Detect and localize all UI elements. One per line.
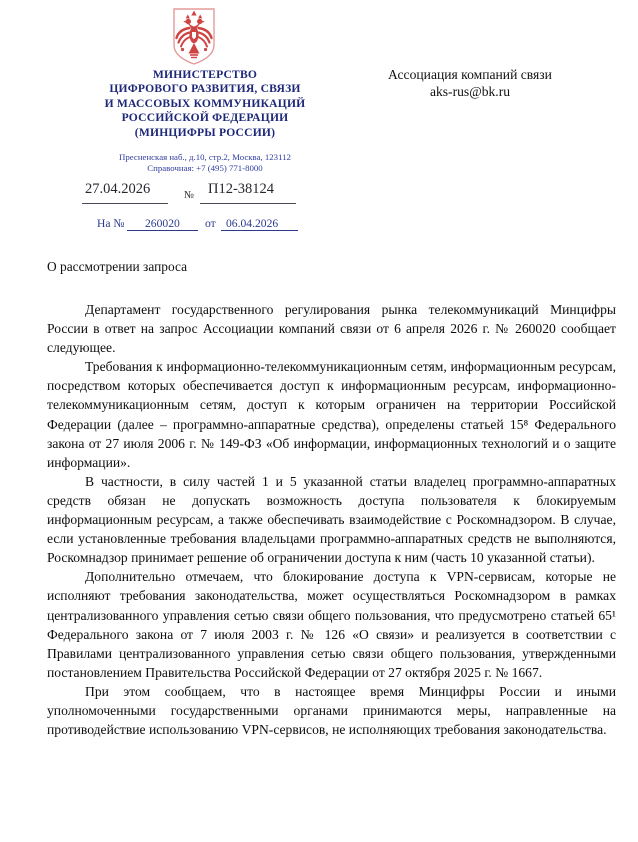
- ministry-name-line: (МИНЦИФРЫ РОССИИ): [134, 125, 276, 139]
- ministry-name-line: РОССИЙСКОЙ ФЕДЕРАЦИИ: [121, 111, 289, 125]
- reply-date: 06.04.2026: [226, 217, 279, 230]
- body-paragraph: Дополнительно отмечаем, что блокирование доступа к VPN-сервисам, которые не исполняют требования законодательства, может осуществляться Роскомнадзором в рамках централизованного управления сетью связи общего пользования, что предусмотрено статьей 65¹ Федерального закона от 7 июля 2003 г. № 126 «О связи» и реализуется в соответствии с Правилами централизованного управления сетью связи общего пользования, утвержденными постановлением Правительства Российской Федерации от 27 октября 2025 г. № 1667.: [47, 569, 616, 680]
- ministry-name-line: ЦИФРОВОГО РАЗВИТИЯ, СВЯЗИ: [109, 82, 301, 96]
- body-paragraph: Требования к информационно-телекоммуникационным сетям, информационным ресурсам, посредством которых обеспечивается доступ к информационным ресурсам, информационно-телекоммуникационным сетям, доступ к которым ограничен на территории Российской Федерации (далее – программно-аппаратные средства), определены статьей 15⁸ Федерального закона от 27 июля 2006 г. № 149-ФЗ «Об информации, информационных технологий и о защите информации».: [47, 359, 616, 470]
- ministry-name-line: И МАССОВЫХ КОММУНИКАЦИЙ: [104, 96, 306, 110]
- body-paragraph: Департамент государственного регулирования рынка телекоммуникаций Минцифры России в ответ на запрос Ассоциации компаний связи от 6 апреля 2026 г. № 260020 сообщает следующее.: [47, 302, 616, 356]
- subject-line: О рассмотрении запроса: [47, 259, 188, 274]
- ministry-name: [60, 68, 350, 140]
- ministry-name-line: МИНИСТЕРСТВО: [152, 68, 258, 81]
- letter-body: [47, 300, 616, 739]
- recipient-name: Ассоциация компаний связи: [388, 67, 552, 82]
- body-paragraph: При этом сообщаем, что в настоящее время Минцифры России и иными уполномоченными государственными органами принимаются меры, направленные на противодействие использованию VPN-сервисов, не исполняющих требования законодательства.: [47, 683, 616, 738]
- ministry-address-line1: Пресненская наб., д.10, стр.2, Москва, 123112: [119, 152, 291, 162]
- coat-of-arms-icon: [171, 7, 217, 67]
- reply-number: 260020: [145, 217, 180, 230]
- number-underline: [200, 203, 296, 204]
- letter-number: П12-38124: [208, 181, 275, 197]
- ministry-address: [60, 152, 350, 174]
- body-paragraph: В частности, в силу частей 1 и 5 указанной статьи владелец программно-аппаратных средств обязан не допускать возможность доступа пользователя к блокируемым информационным ресурсам, а также обеспечивать взаимодействие с Роскомнадзором. В случае, если установленные требования владельцами программно-аппаратных средств не выполняются, Роскомнадзор принимает решение об ограничении доступа к ним (часть 10 указанной статьи).: [47, 473, 616, 566]
- reply-number-underline: [127, 230, 198, 231]
- recipient-email: aks-rus@bk.ru: [429, 84, 511, 99]
- reply-date-underline: [221, 230, 298, 231]
- reply-from-label: от: [205, 217, 216, 230]
- reply-prefix-label: На №: [97, 217, 125, 230]
- date-underline: [82, 203, 168, 204]
- recipient-block: [355, 66, 585, 100]
- number-sign-label: №: [184, 190, 195, 201]
- letter-date: 27.04.2026: [85, 181, 151, 197]
- ministry-address-line2: Справочная: +7 (495) 771-8000: [147, 163, 263, 173]
